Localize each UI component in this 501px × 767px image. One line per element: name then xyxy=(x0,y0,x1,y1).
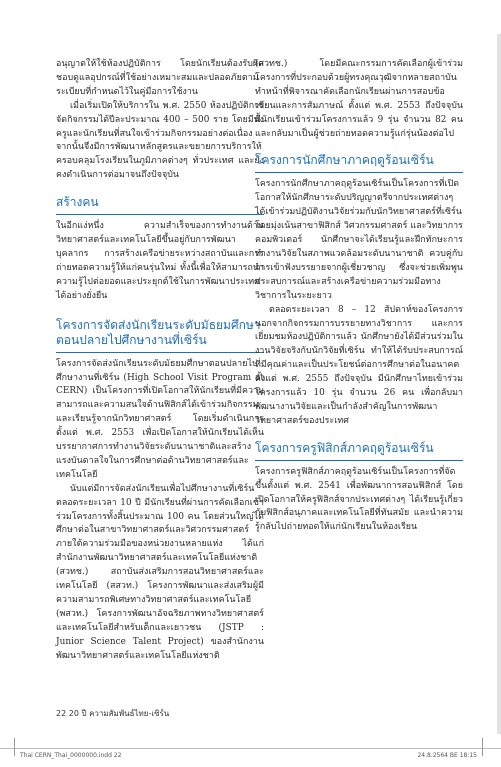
page-footer: 22 20 ปี ความสัมพันธ์ไทย-เซิร์น xyxy=(56,709,170,718)
hs-program-paragraph-1: โครงการจัดส่งนักเรียนระดับมัธยมศึกษาตอนปลายไปศึกษางานที่เซิร์น (High School Visit Program at CERN) เป็นโครงการที่เปิดโอกาสให้นักเรียนที่มีความสามารถและความสนใจด้านฟิสิกส์ได้เข้าร่วมกิจกรรมและเรียนรู้จากนักวิทยาศาสตร์ โดยเริ่มดำเนินการตั้งแต่ พ.ศ. 2553 เพื่อเปิดโอกาสให้นักเรียนได้เห็นบรรยากาศการทำงานวิจัยระดับนานาชาติและสร้างแรงบันดาลใจในการศึกษาต่อด้านวิทยาศาสตร์และเทคโนโลยี xyxy=(56,358,264,480)
page-edge xyxy=(497,34,501,734)
intro-paragraph-2: เมื่อเริ่มเปิดให้บริการใน พ.ศ. 2550 ห้องปฏิบัติการจัดกิจกรรมได้ปีละประมาณ 400 – 500 ราย โดยมีทั้งครูและนักเรียนที่สนใจเข้าร่วมกิจกรรมอย่างต่อเนื่อง จากนั้นจึงมีการพัฒนาหลักสูตรและขยายการบริการให้ครอบคลุมโรงเรียนในภูมิภาคต่างๆ ทั่วประเทศ และยังคงดำเนินการต่อมาจนถึงปัจจุบัน xyxy=(56,100,264,181)
section-heading-hs-program: โครงการจัดส่งนักเรียนระดับมัธยมศึกษาตอนปลายไปศึกษางานที่เซิร์น xyxy=(56,317,261,347)
summer-student-paragraph-2: ตลอดระยะเวลา 8 – 12 สัปดาห์ของโครงการ นอกจากกิจกรรมการบรรยายทางวิชาการ และการเยี่ยมชมห้องปฏิบัติการแล้ว นักศึกษายังได้มีส่วนร่วมในงานวิจัยจริงกับนักวิจัยที่เซิร์น ทำให้ได้รับประสบการณ์ที่มีคุณค่าและเป็นประโยชน์ต่อการศึกษาต่อในอนาคต ตั้งแต่ พ.ศ. 2555 ถึงปัจจุบัน มีนักศึกษาไทยเข้าร่วมโครงการแล้ว 10 รุ่น จำนวน 26 คน เพื่อกลับมาพัฒนางานวิจัยและเป็นกำลังสำคัญในการพัฒนาวิทยาศาสตร์ของประเทศ xyxy=(255,304,463,426)
heading-rule xyxy=(255,172,463,173)
crop-mark xyxy=(14,738,15,756)
hs-program-continuation: (สวทช.) โดยมีคณะกรรมการคัดเลือกผู้เข้าร่วมโครงการที่ประกอบด้วยผู้ทรงคุณวุฒิจากหลายสถาบัน ทำหน้าที่พิจารณาคัดเลือกนักเรียนผ่านการสอบข้อเขียนและการสัมภาษณ์ ตั้งแต่ พ.ศ. 2553 ถึงปัจจุบัน มีนักเรียนเข้าร่วมโครงการแล้ว 9 รุ่น จำนวน 82 คน และกลับมาเป็นผู้ช่วยถ่ายทอดความรู้แก่รุ่นน้องต่อไป xyxy=(255,59,463,139)
teacher-program-paragraph: โครงการครูฟิสิกส์ภาคฤดูร้อนเซิร์นเป็นโครงการที่จัดขึ้นตั้งแต่ พ.ศ. 2541 เพื่อพัฒนาการสอนฟิสิกส์ โดยเปิดโอกาสให้ครูฟิสิกส์จากประเทศต่างๆ ได้เรียนรู้เกี่ยวกับฟิสิกส์อนุภาคและเทคโนโลยีที่ทันสมัย และนำความรู้กลับไปถ่ายทอดให้แก่นักเรียนในห้องเรียน xyxy=(255,466,463,533)
print-slug-date: 24.8.2564 BE 18:15 xyxy=(417,752,477,759)
heading-rule xyxy=(56,214,264,215)
print-slug-file: Thai CERN_Thai_0000000.indd 22 xyxy=(20,752,122,759)
crop-mark xyxy=(482,738,483,756)
people-paragraph: ในอีกแง่หนึ่ง ความสำเร็จของการทำงานด้านวิทยาศาสตร์และเทคโนโลยีขึ้นอยู่กับการพัฒนาบุคลากร การสร้างเครือข่ายระหว่างสถาบันและการถ่ายทอดความรู้ให้แก่คนรุ่นใหม่ ทั้งนี้เพื่อให้สามารถนำความรู้ไปต่อยอดและประยุกต์ใช้ในการพัฒนาประเทศได้อย่างยั่งยืน xyxy=(56,221,264,301)
intro-paragraph-1: อนุญาตให้ใช้ห้องปฏิบัติการ โดยนักเรียนต้องรับผิดชอบดูแลอุปกรณ์ที่ใช้อย่างเหมาะสมและปลอดภัยตามระเบียบที่กำหนดไว้ในคู่มือการใช้งาน xyxy=(56,59,264,97)
summer-student-paragraph-1: โครงการนักศึกษาภาคฤดูร้อนเซิร์นเป็นโครงการที่เปิดโอกาสให้นักศึกษาระดับปริญญาตรีจากประเทศต่างๆ ได้เข้าร่วมปฏิบัติงานวิจัยร่วมกับนักวิทยาศาสตร์ที่เซิร์น โดยมุ่งเน้นสาขาฟิสิกส์ วิศวกรรมศาสตร์ และวิทยาการคอมพิวเตอร์ นักศึกษาจะได้เรียนรู้และฝึกทักษะการทำงานวิจัยในสภาพแวดล้อมระดับนานาชาติ ควบคู่กับการเข้าฟังบรรยายจากผู้เชี่ยวชาญ ซึ่งจะช่วยเพิ่มพูนประสบการณ์และสร้างเครือข่ายความร่วมมือทางวิชาการในระยะยาว xyxy=(255,179,463,301)
heading-rule xyxy=(255,460,463,461)
section-heading-teacher-program: โครงการครูฟิสิกส์ภาคฤดูร้อนเซิร์น xyxy=(255,440,434,455)
right-column xyxy=(255,58,463,535)
hs-program-paragraph-2: นับแต่มีการจัดส่งนักเรียนเพื่อไปศึกษางานที่เซิร์นตลอดระยะเวลา 10 ปี มีนักเรียนที่ผ่านการคัดเลือกเข้าร่วมโครงการทั้งสิ้นประมาณ 100 คน โดยส่วนใหญ่ได้ศึกษาต่อในสาขาวิทยาศาสตร์และวิศวกรรมศาสตร์ ภายใต้ความร่วมมือของหน่วยงานหลายแห่ง ได้แก่ สำนักงานพัฒนาวิทยาศาสตร์และเทคโนโลยีแห่งชาติ (สวทช.) สถาบันส่งเสริมการสอนวิทยาศาสตร์และเทคโนโลยี (สสวท.) โครงการพัฒนาและส่งเสริมผู้มีความสามารถพิเศษทางวิทยาศาสตร์และเทคโนโลยี (พสวท.) โครงการพัฒนาอัจฉริยภาพทางวิทยาศาสตร์และเทคโนโลยีสำหรับเด็กและเยาวชน (JSTP : Junior Science Talent Project) ของสำนักงานพัฒนาวิทยาศาสตร์และเทคโนโลยีแห่งชาติ xyxy=(56,483,264,661)
crop-line xyxy=(0,748,501,749)
heading-rule xyxy=(56,352,264,353)
left-column xyxy=(56,58,264,664)
section-heading-summer-student: โครงการนักศึกษาภาคฤดูร้อนเซิร์น xyxy=(255,153,434,168)
section-heading-people: สร้างคน xyxy=(56,195,99,210)
